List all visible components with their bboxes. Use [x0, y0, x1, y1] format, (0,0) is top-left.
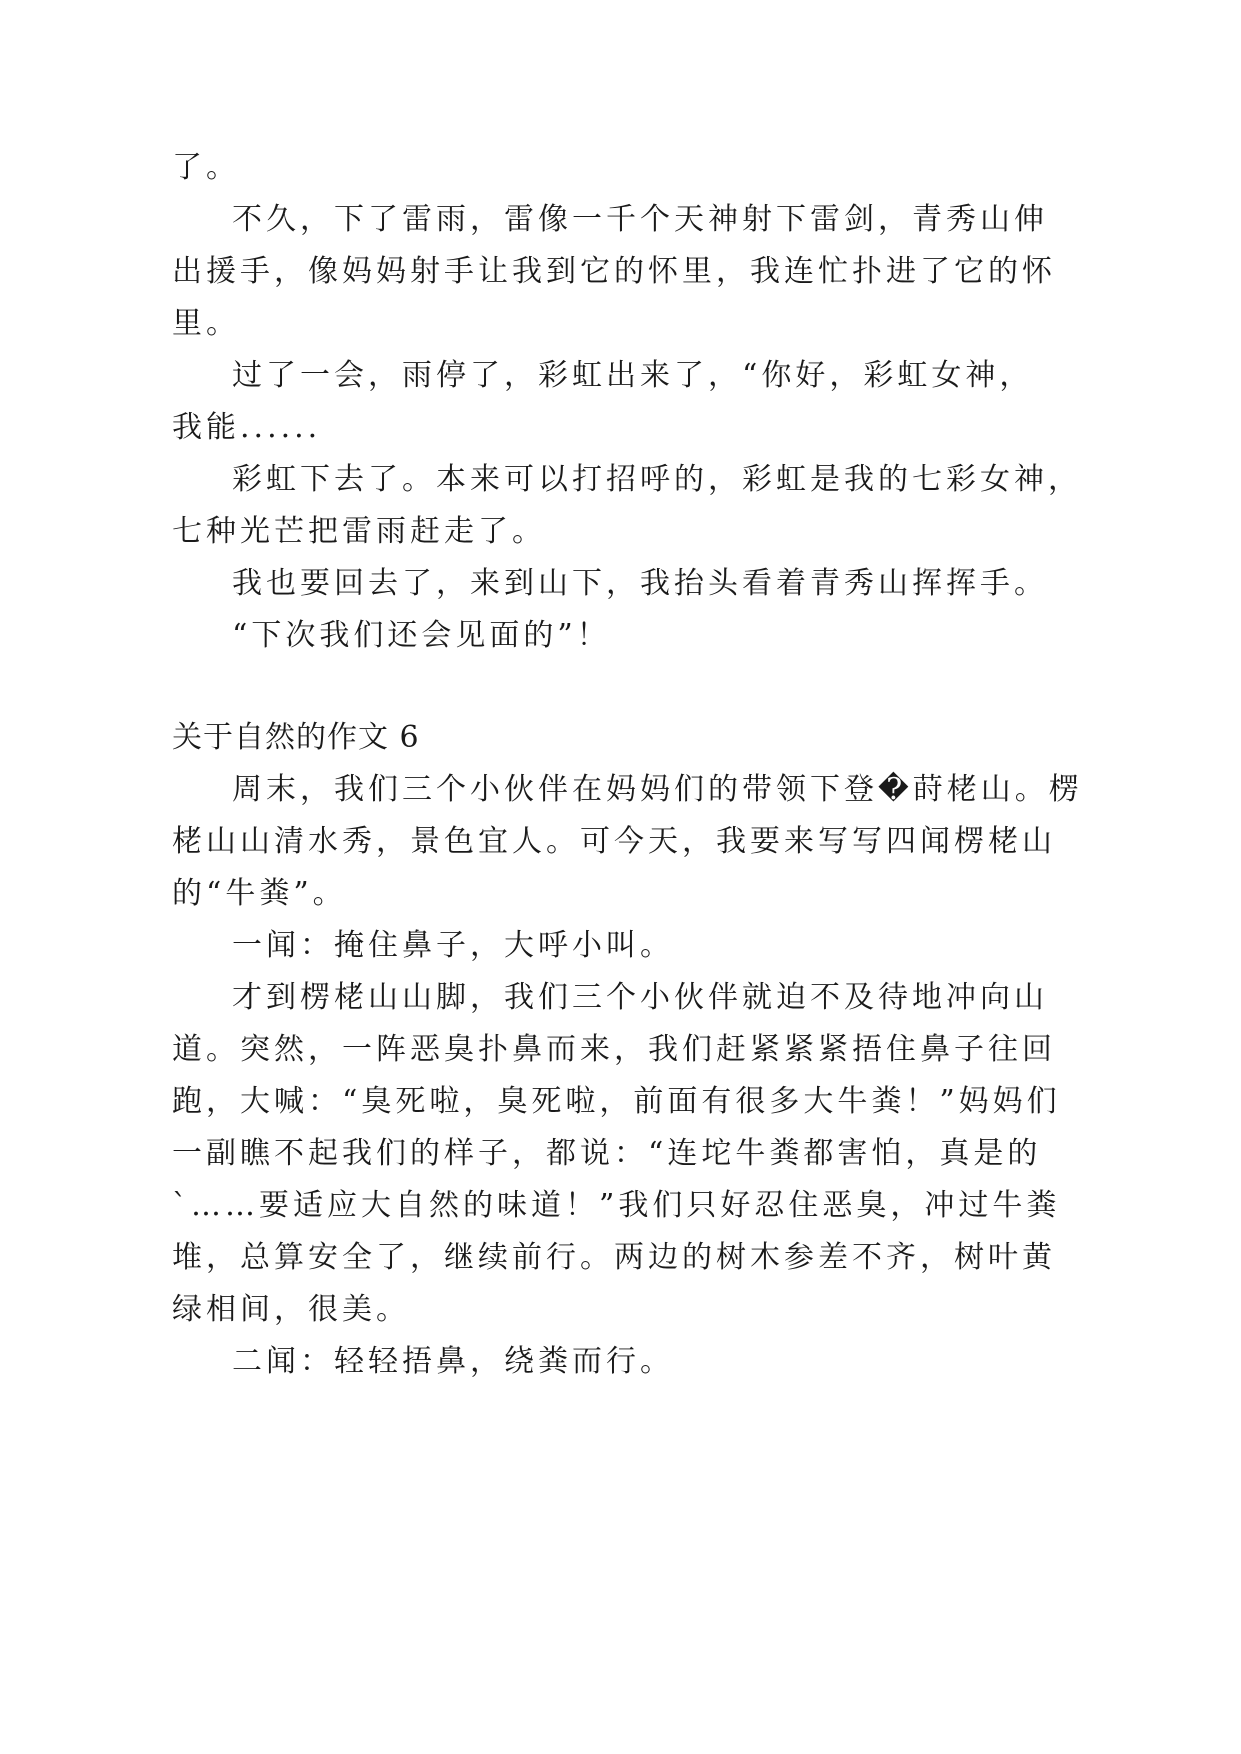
paragraph-line: 周末，我们三个小伙伴在妈妈们的带领下登�莳栳山。楞: [232, 772, 1083, 807]
paragraph-line: 道。突然，一阵恶臭扑鼻而来，我们赶紧紧紧捂住鼻子往回: [172, 1032, 1056, 1067]
paragraph-line: `……要适应大自然的味道！”我们只好忍住恶臭，冲过牛粪: [172, 1188, 1061, 1223]
paragraph-line: “下次我们还会见面的”！: [232, 618, 611, 653]
paragraph-line: 我也要回去了，来到山下，我抬头看着青秀山挥挥手。: [232, 566, 1048, 601]
section-heading: 关于自然的作文 6: [172, 720, 420, 755]
paragraph-line: 一闻：掩住鼻子，大呼小叫。: [232, 928, 674, 963]
paragraph-line: 才到楞栳山山脚，我们三个小伙伴就迫不及待地冲向山: [232, 980, 1048, 1015]
paragraph-line: 我能......: [172, 410, 322, 445]
paragraph-line: 七种光芒把雷雨赶走了。: [172, 514, 546, 549]
paragraph-line: 了。: [172, 150, 240, 185]
paragraph-line: 堆，总算安全了，继续前行。两边的树木参差不齐，树叶黄: [172, 1240, 1056, 1275]
paragraph-line: 出援手，像妈妈射手让我到它的怀里，我连忙扑进了它的怀: [172, 254, 1056, 289]
paragraph-line: 栳山山清水秀，景色宜人。可今天，我要来写写四闻楞栳山: [172, 824, 1056, 859]
paragraph-line: 彩虹下去了。本来可以打招呼的，彩虹是我的七彩女神，: [232, 462, 1082, 497]
paragraph-line: 跑，大喊：“臭死啦，臭死啦，前面有很多大牛粪！”妈妈们: [172, 1084, 1061, 1119]
paragraph-line: 一副瞧不起我们的样子，都说：“连坨牛粪都害怕，真是的: [172, 1136, 1042, 1171]
paragraph-line: 里。: [172, 306, 240, 341]
paragraph-line: 绿相间，很美。: [172, 1292, 410, 1327]
paragraph-line: 不久，下了雷雨，雷像一千个天神射下雷剑，青秀山伸: [232, 202, 1048, 237]
paragraph-line: 过了一会，雨停了，彩虹出来了，“你好，彩虹女神，: [232, 358, 1034, 393]
paragraph-line: 二闻：轻轻捂鼻，绕粪而行。: [232, 1344, 674, 1379]
paragraph-line: 的“牛粪”。: [172, 876, 347, 911]
